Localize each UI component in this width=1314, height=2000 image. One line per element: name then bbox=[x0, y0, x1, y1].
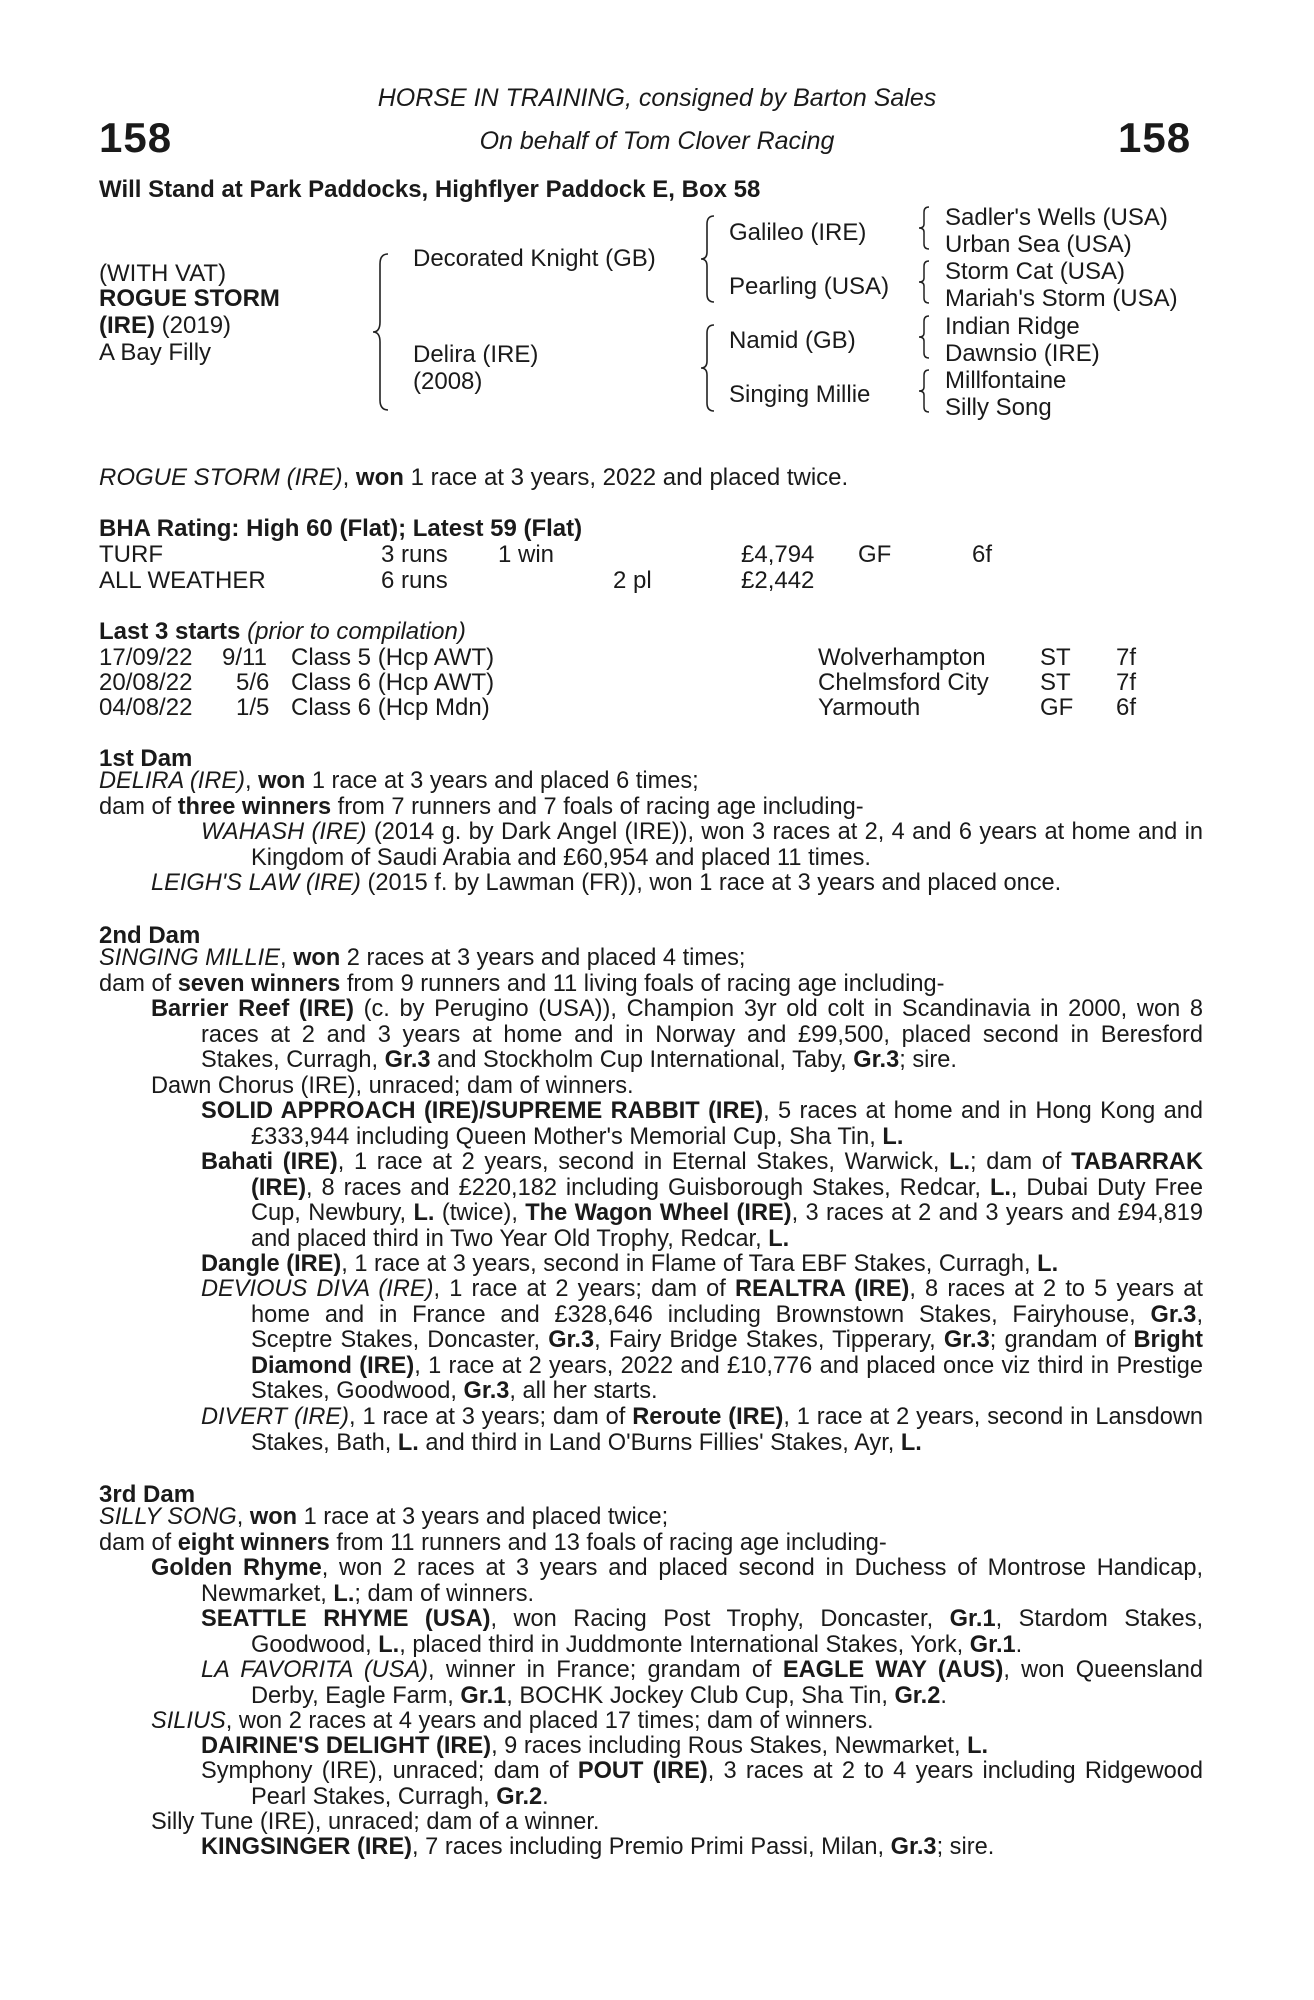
start-race: Class 5 (Hcp AWT) bbox=[291, 644, 495, 671]
rating-going: GF bbox=[858, 541, 892, 568]
start-position: 9/11 bbox=[222, 644, 267, 671]
foal-solid-approach: SOLID APPROACH (IRE)/SUPREME RABBIT (IRE), 5 races at home and in Hong Kong and £333,944 including Queen Mother's Memorial Cup, Sha Tin, L. bbox=[201, 1098, 1203, 1150]
start-position: 1/5 bbox=[236, 694, 270, 721]
horse-name-line2: (IRE) (2019) bbox=[99, 312, 232, 339]
start-course: Yarmouth bbox=[818, 694, 921, 721]
third-dam-heading: 3rd Dam bbox=[99, 1481, 196, 1508]
third-dam-record: SILLY SONG, won 1 race at 3 years and placed twice; dam of eight winners from 11 runners and 13 foals of racing age including- bbox=[99, 1504, 887, 1556]
pedigree-brace-main bbox=[372, 252, 392, 412]
pedigree-gen4-6: Dawnsio (IRE) bbox=[945, 340, 1100, 367]
foal-kingsinger: KINGSINGER (IRE), 7 races including Premio Primi Passi, Milan, Gr.3; sire. bbox=[201, 1834, 995, 1860]
rating-distance: 6f bbox=[972, 541, 993, 568]
pedigree-dam: Delira (IRE) bbox=[413, 341, 539, 368]
start-date: 04/08/22 bbox=[99, 694, 193, 721]
pedigree-brace-g4 bbox=[918, 368, 932, 414]
start-going: GF bbox=[1040, 694, 1074, 721]
foal-devious-diva: DEVIOUS DIVA (IRE), 1 race at 2 years; dam of REALTRA (IRE), 8 races at 2 to 5 years at home and in France and £328,646 including Brownstown Stakes, Fairyhouse, Gr.3, Sceptre Stakes, Doncaster, Gr.3, Fairy Bridge Stakes, Tipperary, Gr.3; grandam of Bright Diamond (IRE), 1 race at 2 years, 2022 and £10,776 and placed once viz third in Prestige Stakes, Goodwood, Gr.3, all her starts. bbox=[201, 1276, 1203, 1404]
start-course: Chelmsford City bbox=[818, 669, 989, 696]
foal-dawn-chorus: Dawn Chorus (IRE), unraced; dam of winners. bbox=[151, 1073, 634, 1099]
start-going: ST bbox=[1040, 644, 1071, 671]
start-date: 17/09/22 bbox=[99, 644, 193, 671]
pedigree-gen4-2: Urban Sea (USA) bbox=[945, 231, 1132, 258]
consignor-title: HORSE IN TRAINING, consigned by Barton Sales bbox=[377, 84, 937, 112]
rating-prize: £4,794 bbox=[741, 541, 815, 568]
start-race: Class 6 (Hcp AWT) bbox=[291, 669, 495, 696]
first-dam-record: DELIRA (IRE), won 1 race at 3 years and placed 6 times; dam of three winners from 7 runners and 7 foals of racing age including- bbox=[99, 768, 864, 820]
race-summary: ROGUE STORM (IRE), won 1 race at 3 years, 2022 and placed twice. bbox=[99, 464, 849, 491]
rating-wins: 1 win bbox=[498, 541, 555, 568]
foal-silius: SILIUS, won 2 races at 4 years and placed 17 times; dam of winners. bbox=[151, 1708, 874, 1734]
pedigree-gen3-3: Namid (GB) bbox=[729, 327, 856, 354]
start-distance: 7f bbox=[1116, 669, 1137, 696]
stand-location: Will Stand at Park Paddocks, Highflyer Paddock E, Box 58 bbox=[99, 176, 761, 203]
horse-description: A Bay Filly bbox=[99, 339, 212, 366]
pedigree-gen3-1: Galileo (IRE) bbox=[729, 219, 867, 246]
second-dam-record: SINGING MILLIE, won 2 races at 3 years and placed 4 times; dam of seven winners from 9 runners and 11 living foals of racing age including- bbox=[99, 945, 945, 997]
start-course: Wolverhampton bbox=[818, 644, 986, 671]
start-position: 5/6 bbox=[236, 669, 270, 696]
rating-placed: 2 pl bbox=[613, 567, 652, 594]
pedigree-sire: Decorated Knight (GB) bbox=[413, 245, 656, 272]
rating-surface: ALL WEATHER bbox=[99, 567, 266, 594]
foal-dairines-delight: DAIRINE'S DELIGHT (IRE), 9 races including Rous Stakes, Newmarket, L. bbox=[201, 1733, 989, 1759]
foal-dangle: Dangle (IRE), 1 race at 3 years, second in Flame of Tara EBF Stakes, Curragh, L. bbox=[201, 1251, 1059, 1277]
consignor-subtitle: On behalf of Tom Clover Racing bbox=[479, 127, 835, 155]
rating-surface: TURF bbox=[99, 541, 163, 568]
vat-note: (WITH VAT) bbox=[99, 260, 227, 287]
pedigree-gen4-4: Mariah's Storm (USA) bbox=[945, 285, 1178, 312]
foal-silly-tune: Silly Tune (IRE), unraced; dam of a winner. bbox=[151, 1809, 600, 1835]
pedigree-gen4-1: Sadler's Wells (USA) bbox=[945, 204, 1168, 231]
rating-runs: 6 runs bbox=[381, 567, 448, 594]
start-date: 20/08/22 bbox=[99, 669, 193, 696]
horse-name: ROGUE STORM bbox=[99, 285, 280, 312]
foal-symphony: Symphony (IRE), unraced; dam of POUT (IRE), 3 races at 2 to 4 years including Ridgewood Pearl Stakes, Curragh, Gr.2. bbox=[201, 1758, 1203, 1810]
foal-seattle-rhyme: SEATTLE RHYME (USA), won Racing Post Trophy, Doncaster, Gr.1, Stardom Stakes, Goodwood, L., placed third in Juddmonte International Stakes, York, Gr.1. bbox=[201, 1606, 1203, 1658]
pedigree-gen4-3: Storm Cat (USA) bbox=[945, 258, 1126, 285]
last-starts-heading: Last 3 starts (prior to compilation) bbox=[99, 618, 466, 645]
pedigree-brace-g2 bbox=[918, 259, 932, 305]
pedigree-brace-sire bbox=[700, 214, 718, 304]
pedigree-gen3-2: Pearling (USA) bbox=[729, 273, 890, 300]
start-race: Class 6 (Hcp Mdn) bbox=[291, 694, 490, 721]
pedigree-gen4-7: Millfontaine bbox=[945, 367, 1067, 394]
second-dam-heading: 2nd Dam bbox=[99, 922, 201, 949]
foal-wahash: WAHASH (IRE) (2014 g. by Dark Angel (IRE)), won 3 races at 2, 4 and 6 years at home and in Kingdom of Saudi Arabia and £60,954 and placed 11 times. bbox=[201, 819, 1203, 871]
foal-la-favorita: LA FAVORITA (USA), winner in France; grandam of EAGLE WAY (AUS), won Queensland Derby, Eagle Farm, Gr.1, BOCHK Jockey Club Cup, Sha Tin, Gr.2. bbox=[201, 1657, 1203, 1709]
pedigree-gen3-4: Singing Millie bbox=[729, 381, 871, 408]
lot-number-right: 158 bbox=[1118, 114, 1192, 161]
foal-barrier-reef: Barrier Reef (IRE) (c. by Perugino (USA)), Champion 3yr old colt in Scandinavia in 2000, won 8 races at 2 and 3 years at home and in Norway and £99,500, placed second in Beresford Stakes, Curragh, Gr.3 and Stockholm Cup International, Taby, Gr.3; sire. bbox=[151, 996, 1204, 1073]
pedigree-gen4-8: Silly Song bbox=[945, 394, 1052, 421]
pedigree-brace-g1 bbox=[918, 205, 932, 251]
pedigree-brace-dam bbox=[700, 323, 718, 413]
rating-prize: £2,442 bbox=[741, 567, 815, 594]
pedigree-dam-year: (2008) bbox=[413, 368, 483, 395]
start-going: ST bbox=[1040, 669, 1071, 696]
foal-divert: DIVERT (IRE), 1 race at 3 years; dam of Reroute (IRE), 1 race at 2 years, second in Lansdown Stakes, Bath, L. and third in Land O'Burns Fillies' Stakes, Ayr, L. bbox=[201, 1404, 1203, 1456]
rating-runs: 3 runs bbox=[381, 541, 448, 568]
lot-number-left: 158 bbox=[99, 114, 173, 161]
foal-bahati: Bahati (IRE), 1 race at 2 years, second in Eternal Stakes, Warwick, L.; dam of TABARRAK (IRE), 8 races and £220,182 including Guisborough Stakes, Redcar, L., Dubai Duty Free Cup, Newbury, L. (twice), The Wagon Wheel (IRE), 3 races at 2 and 3 years and £94,819 and placed third in Two Year Old Trophy, Redcar, L. bbox=[201, 1149, 1203, 1252]
first-dam-heading: 1st Dam bbox=[99, 745, 193, 772]
pedigree-gen4-5: Indian Ridge bbox=[945, 313, 1080, 340]
start-distance: 7f bbox=[1116, 644, 1137, 671]
pedigree-brace-g3 bbox=[918, 314, 932, 360]
foal-leighs-law: LEIGH'S LAW (IRE) (2015 f. by Lawman (FR)), won 1 race at 3 years and placed once. bbox=[151, 870, 1062, 896]
start-distance: 6f bbox=[1116, 694, 1137, 721]
bha-rating: BHA Rating: High 60 (Flat); Latest 59 (Flat) bbox=[99, 515, 583, 542]
foal-golden-rhyme: Golden Rhyme, won 2 races at 3 years and placed second in Duchess of Montrose Handicap, Newmarket, L.; dam of winners. bbox=[151, 1555, 1203, 1607]
